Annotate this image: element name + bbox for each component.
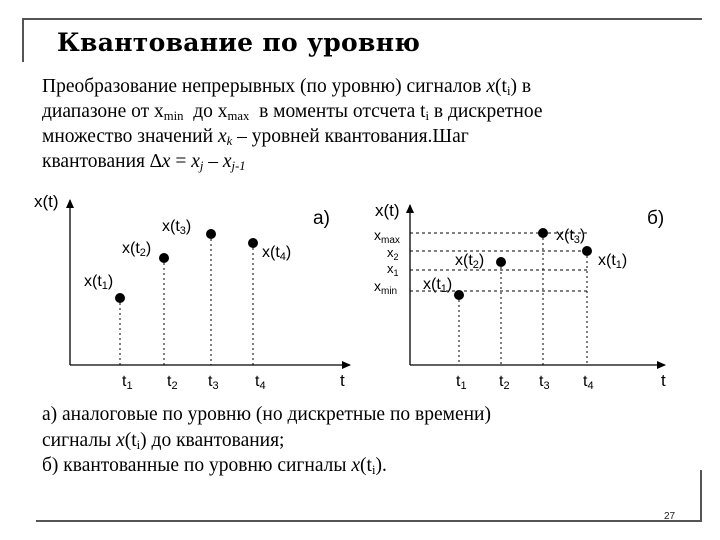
fig-a-x-axis-label: t [340, 371, 345, 390]
fig-b-level-label-x2: $x_2$ [387, 245, 399, 262]
fig-b-x-axis-label: t [661, 371, 666, 390]
intro-paragraph: Преобразование непрерывных (по уровню) сигналов $x(t_i)$ в диапазоне от $x_{min}$ до $x_{max}$ в моменты отсчета $t_i$ в дискретное множество значений $x_k$ – уровней квантования.Шаг квантования $\Delta x = x_j - x_{j-1}$ [42, 76, 543, 173]
fig-b-tick-t1: t1 [456, 373, 467, 392]
fig-b-level-label-xmax: $x_{max}$ [374, 227, 400, 246]
fig-b-point-t2 [496, 257, 506, 267]
figure-a [34, 192, 350, 392]
fig-b-tick-t2: t2 [499, 373, 510, 392]
fig-a-panel-label: а) [313, 208, 330, 229]
figure-caption: а) аналоговые по уровню (но дискретные по времени) сигналы $x(t_i)$ до квантования; б) квантованные по уровню сигналы $x(t_i)$. [42, 404, 491, 477]
fig-a-tick-t1: t1 [122, 373, 133, 392]
fig-b-point-t1 [454, 290, 464, 300]
fig-a-point-t1 [115, 293, 125, 303]
fig-b-point-label-3: x(t3) [556, 227, 586, 246]
fig-a-tick-t4: t4 [255, 373, 266, 392]
fig-b-tick-t4: t4 [583, 373, 594, 392]
fig-b-y-axis-label: x(t) [375, 201, 400, 220]
fig-b-point-t3 [538, 228, 548, 238]
fig-a-point-t2 [159, 253, 169, 263]
figure-b [374, 201, 666, 392]
fig-a-point-t3 [206, 229, 216, 239]
fig-b-level-label-xmin: $x_{min}$ [374, 278, 398, 297]
fig-b-point-label-2: x(t2) [455, 252, 485, 271]
fig-a-point-label-4: x(t4) [262, 244, 292, 263]
fig-b-point-label-4: x(t1) [598, 252, 628, 271]
fig-a-point-label-3: x(t3) [162, 218, 192, 237]
fig-b-level-label-x1: $x_1$ [387, 261, 399, 278]
slide-title: Квантование по уровню [57, 28, 421, 57]
fig-a-tick-t2: t2 [167, 373, 178, 392]
fig-b-panel-label: б) [647, 208, 665, 229]
fig-b-point-t4 [582, 246, 592, 256]
page-number: 27 [664, 511, 676, 522]
fig-a-point-label-1: x(t1) [84, 273, 114, 292]
fig-b-tick-t3: t3 [539, 373, 550, 392]
fig-b-point-label-1: x(t1) [423, 276, 453, 295]
fig-a-point-t4 [248, 238, 258, 248]
fig-a-point-label-2: x(t2) [122, 240, 152, 259]
fig-a-y-axis-label: x(t) [34, 192, 59, 211]
fig-a-tick-t3: t3 [208, 373, 219, 392]
